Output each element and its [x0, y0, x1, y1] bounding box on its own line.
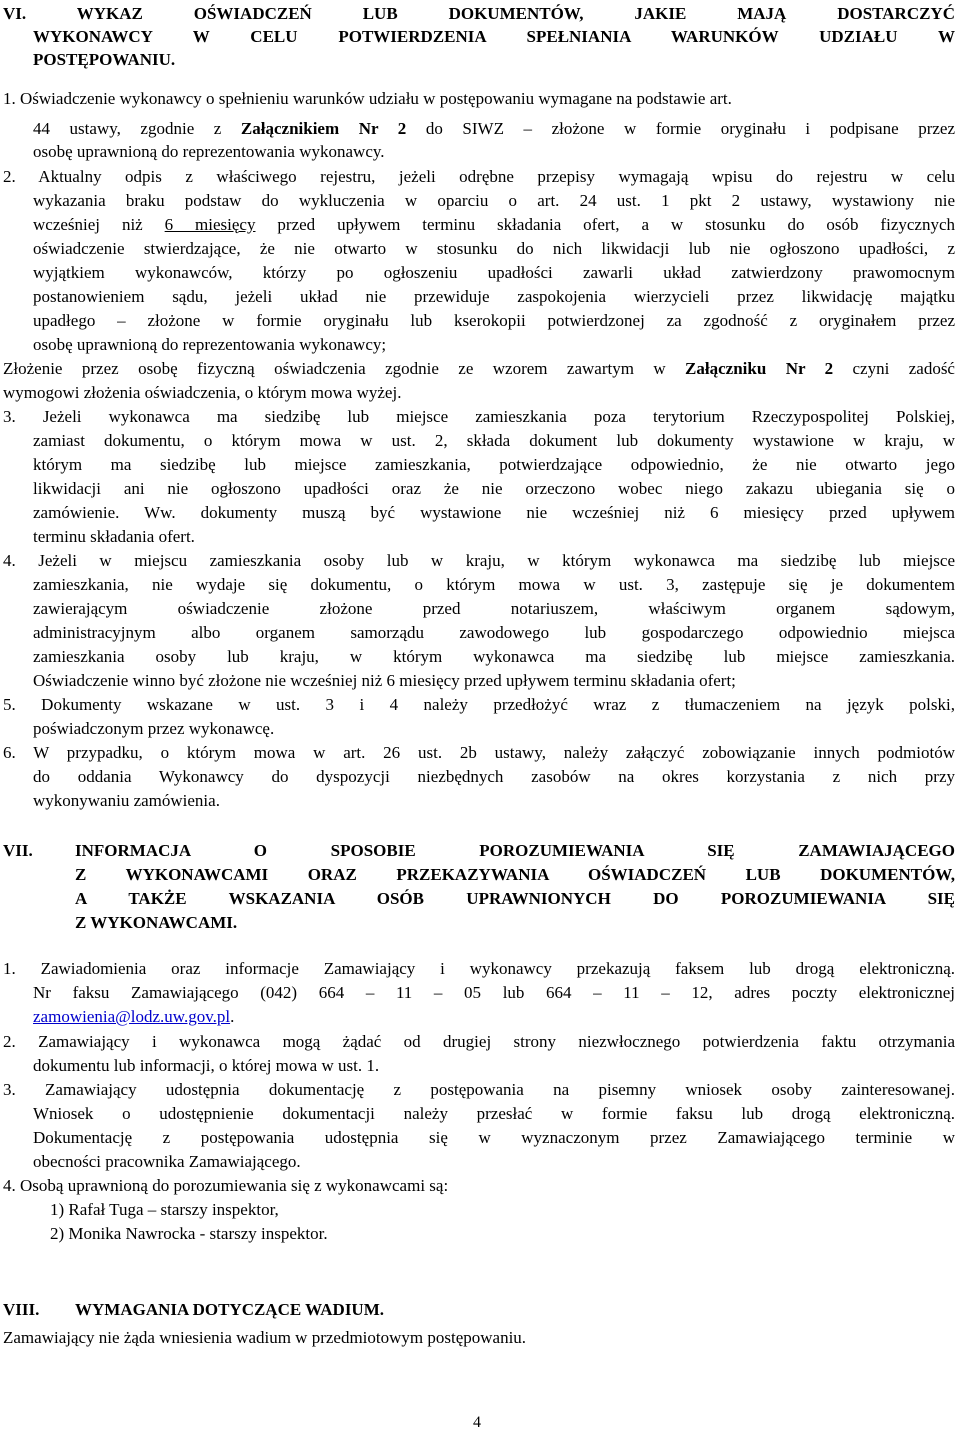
vi-item-6-line-1: 6. W przypadku, o którym mowa w art. 26 ust. 2b ustawy, należy załączyć zobowiązanie innych podmiotów	[3, 743, 955, 762]
vi-item-2-line-6: postanowieniem sądu, jeżeli układ nie przewiduje zaspokojenia wierzycieli przez likwidację majątku	[33, 287, 955, 306]
vi-item-2-line-3: wcześniej niż 6 miesięcy przed upływem terminu składania ofert, a w stosunku do osób fizycznych	[33, 215, 955, 234]
vi-item-2-line-1: 2. Aktualny odpis z właściwego rejestru, jeżeli odrębne przepisy wymagają wpisu do rejestru w celu	[3, 167, 955, 186]
vi-item-3-line-4: likwidacji ani nie ogłoszono upadłości oraz że nie orzeczono wobec niego zakazu ubiegania się o	[33, 479, 955, 498]
section-6-heading-line-2: WYKONAWCY W CELU POTWIERDZENIA SPEŁNIANIA WARUNKÓW UDZIAŁU W	[33, 27, 955, 46]
vi-item-5-line-2: poświadczonym przez wykonawcę.	[33, 719, 275, 738]
vi-item-2-line-2: wykazania braku podstaw do wykluczenia w oparciu o art. 24 ust. 1 pkt 2 ustawy, wystawiony nie	[33, 191, 955, 210]
section-7-heading-line-3: A TAKŻE WSKAZANIA OSÓB UPRAWNIONYCH DO POROZUMIEWANIA SIĘ	[75, 889, 955, 908]
vi-item-3-line-3: którym ma siedzibę lub miejsce zamieszkania, potwierdzające odpowiednio, że nie otwarto jego	[33, 455, 955, 474]
page-number: 4	[473, 1414, 481, 1431]
vi-note-line-2: wymogowi złożenia oświadczenia, o którym mowa wyżej.	[3, 383, 402, 402]
vi-item-3-line-2: zamiast dokumentu, o którym mowa w ust. 2, składa dokument lub dokumenty wystawione w kraju, w	[33, 431, 955, 450]
vi-item-3-line-5: zamówienie. Ww. dokumenty muszą być wystawione nie wcześniej niż 6 miesięcy przed upływem	[33, 503, 955, 522]
vi-item-6-line-3: wykonywaniu zamówienia.	[33, 791, 220, 810]
section-6-heading-line-3: POSTĘPOWANIU.	[33, 50, 176, 69]
vi-item-4-line-1: 4. Jeżeli w miejscu zamieszkania osoby lub w kraju, w którym wykonawca ma siedzibę lub miejsce	[3, 551, 955, 570]
vi-item-2-line-8: osobę uprawnioną do reprezentowania wykonawcy;	[33, 335, 387, 354]
vi-item-1-line-1: 1. Oświadczenie wykonawcy o spełnieniu warunków udziału w postępowaniu wymagane na podstawie art.	[3, 89, 732, 108]
section-7-heading-line-2: Z WYKONAWCAMI ORAZ PRZEKAZYWANIA OŚWIADCZEŃ LUB DOKUMENTÓW,	[75, 865, 955, 884]
vi-item-2-line-7: upadłego – złożone w formie oryginału lub kserokopii potwierdzonej za zgodność z oryginałem przez	[33, 311, 955, 330]
section-8-heading: WYMAGANIA DOTYCZĄCE WADIUM.	[75, 1300, 385, 1319]
vi-item-4-line-2: zamieszkania, nie wydaje się dokumentu, o którym mowa w ust. 3, zastępuje się je dokumentem	[33, 575, 955, 594]
contact-person-2: 2) Monika Nawrocka - starszy inspektor.	[50, 1224, 328, 1243]
vii-item-3-line-3: Dokumentację z postępowania udostępnia się w wyznaczonym przez Zamawiającego terminie w	[33, 1128, 955, 1147]
vi-item-4-line-5: zamieszkania osoby lub kraju, w którym wykonawca ma siedzibę lub miejsce zamieszkania.	[33, 647, 955, 666]
vii-item-3-line-4: obecności pracownika Zamawiającego.	[33, 1152, 301, 1171]
contact-person-1: 1) Rafał Tuga – starszy inspektor,	[50, 1200, 279, 1219]
vi-item-4-line-3: zawierającym oświadczenie złożone przed notariuszem, właściwym organem sądowym,	[33, 599, 955, 618]
vii-item-1-line-3: zamowienia@lodz.uw.gov.pl.	[33, 1007, 235, 1026]
email-link[interactable]: zamowienia@lodz.uw.gov.pl	[33, 1007, 231, 1026]
vi-note-line-1: Złożenie przez osobę fizyczną oświadczenia zgodnie ze wzorem zawartym w Załączniku Nr 2 czyni zadość	[3, 359, 955, 378]
vii-item-1-line-1: 1. Zawiadomienia oraz informacje Zamawiający i wykonawcy przekazują faksem lub drogą elektroniczną.	[3, 959, 955, 978]
vi-item-2-line-4: oświadczenie stwierdzające, że nie otwarto w stosunku do nich likwidacji lub nie ogłoszono upadłości, z	[33, 239, 955, 258]
vii-item-4-line-1: 4. Osobą uprawnioną do porozumiewania się z wykonawcami są:	[3, 1176, 449, 1195]
section-8-text: Zamawiający nie żąda wniesienia wadium w przedmiotowym postępowaniu.	[3, 1328, 527, 1347]
section-7-number: VII.	[3, 841, 33, 860]
vi-item-5-line-1: 5. Dokumenty wskazane w ust. 3 i 4 należy przedłożyć wraz z tłumaczeniem na język polski,	[3, 695, 955, 714]
vi-item-3-line-1: 3. Jeżeli wykonawca ma siedzibę lub miejsce zamieszkania poza terytorium Rzeczypospolitej Polskiej,	[3, 407, 955, 426]
section-7-heading-line-1: INFORMACJA O SPOSOBIE POROZUMIEWANIA SIĘ ZAMAWIAJĄCEGO	[75, 841, 955, 860]
vii-item-3-line-2: Wniosek o udostępnienie dokumentacji należy przesłać w formie faksu lub drogą elektroniczną.	[33, 1104, 955, 1123]
vi-item-4-line-6: Oświadczenie winno być złożone nie wcześniej niż 6 miesięcy przed upływem terminu składania ofert;	[33, 671, 736, 690]
vii-item-3-line-1: 3. Zamawiający udostępnia dokumentację z postępowania na pisemny wniosek osoby zainteresowanej.	[3, 1080, 955, 1099]
section-7-heading-line-4: Z WYKONAWCAMI.	[75, 913, 238, 932]
vi-item-2-line-5: wyjątkiem wykonawców, którzy po ogłoszeniu upadłości zawarli układ zatwierdzony prawomocnym	[33, 263, 955, 282]
vi-item-4-line-4: administracyjnym albo organem samorządu zawodowego lub gospodarczego odpowiednio miejsca	[33, 623, 955, 642]
vi-item-1-line-3: osobę uprawnioną do reprezentowania wykonawcy.	[33, 142, 385, 161]
vi-item-6-line-2: do oddania Wykonawcy do dyspozycji niezbędnych zasobów na okres korzystania z nich przy	[33, 767, 955, 786]
vii-item-2-line-2: dokumentu lub informacji, o której mowa w ust. 1.	[33, 1056, 380, 1075]
vi-item-3-line-6: terminu składania ofert.	[33, 527, 195, 546]
vii-item-1-line-2: Nr faksu Zamawiającego (042) 664 – 11 – 05 lub 664 – 11 – 12, adres poczty elektronicznej	[33, 983, 955, 1002]
section-6-heading-line-1: VI. WYKAZ OŚWIADCZEŃ LUB DOKUMENTÓW, JAKIE MAJĄ DOSTARCZYĆ	[3, 4, 955, 23]
vii-item-2-line-1: 2. Zamawiający i wykonawca mogą żądać od drugiej strony niezwłocznego potwierdzenia faktu otrzymania	[3, 1032, 955, 1051]
section-8-number: VIII.	[3, 1300, 40, 1319]
vi-item-1-line-2: 44 ustawy, zgodnie z Załącznikiem Nr 2 do SIWZ – złożone w formie oryginału i podpisane przez	[33, 119, 955, 138]
